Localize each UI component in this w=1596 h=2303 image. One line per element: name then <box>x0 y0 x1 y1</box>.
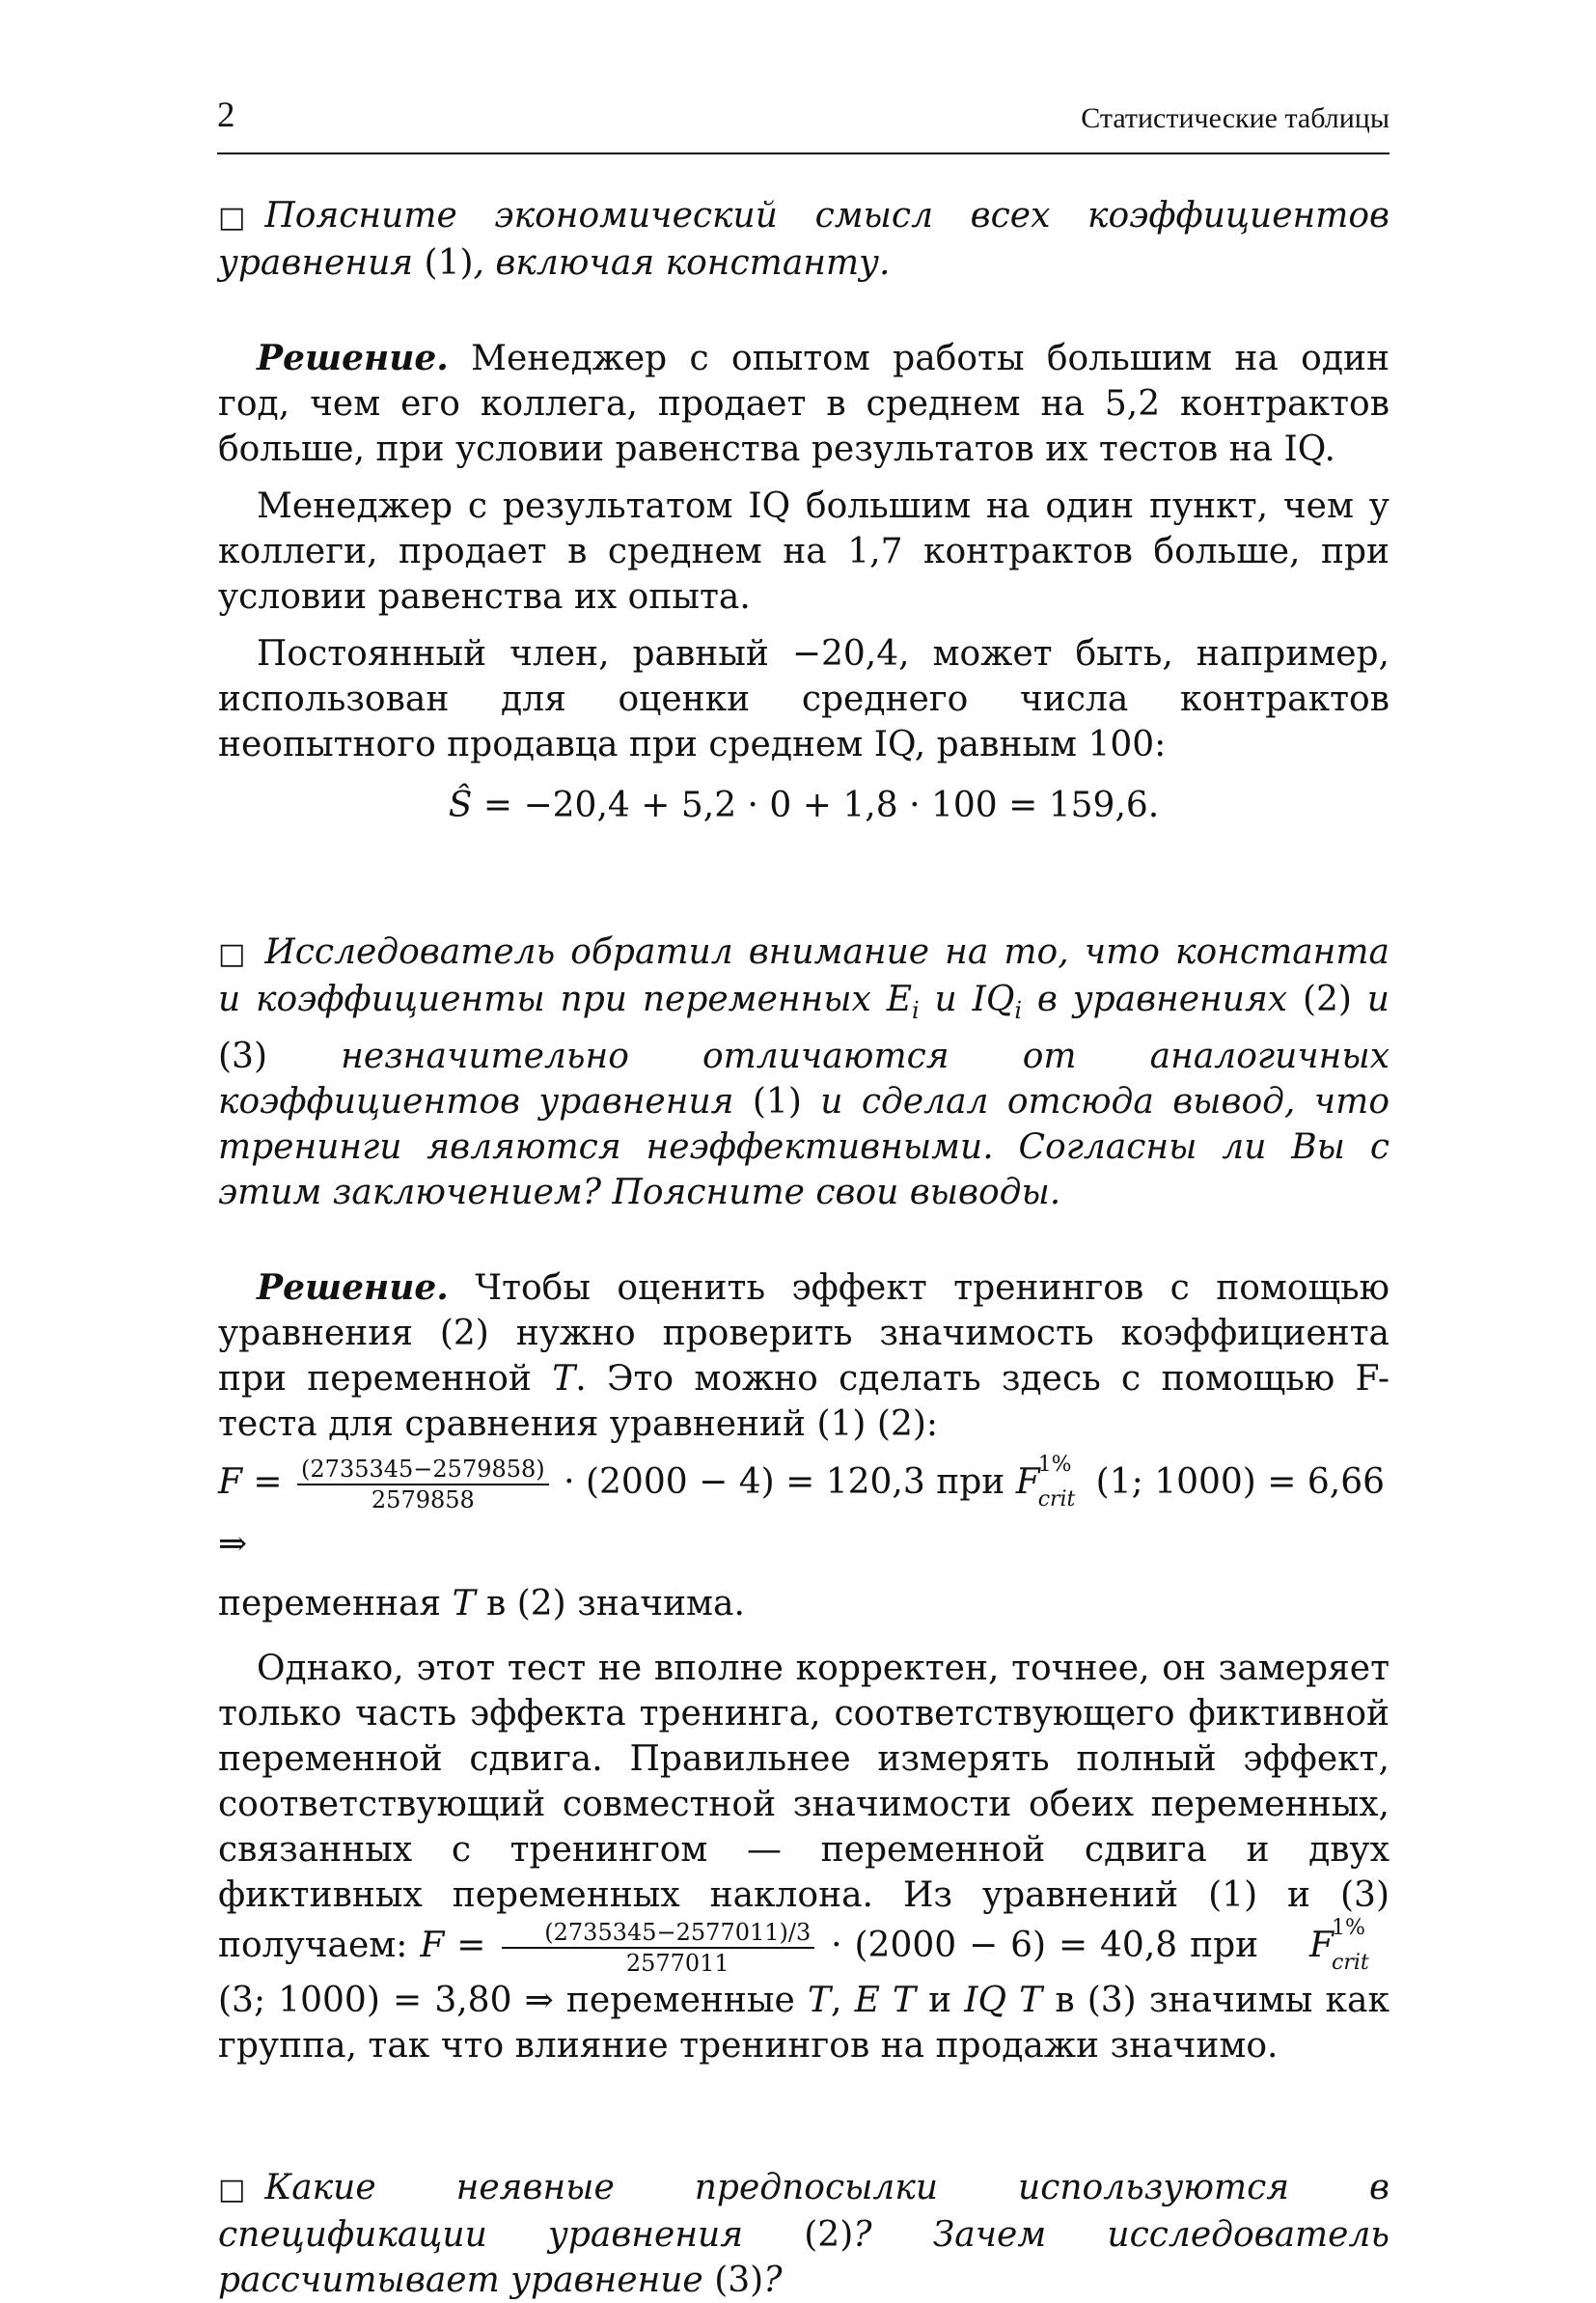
f-critical <box>1271 1916 1390 1976</box>
equation-ref: (1) <box>752 1082 802 1123</box>
formula-f-test-1 <box>218 1453 1390 1634</box>
fraction-denominator: 2579858 <box>371 1486 475 1514</box>
solution-label: Решение. <box>257 1267 449 1309</box>
answer-1-paragraph-3: Постоянный член, равный −20,4, может быть, например, использован для оценки среднего числа контрактов неопытного продавца при среднем IQ, равным 100: <box>218 634 1390 764</box>
checkbox-square-icon: □ <box>218 201 246 235</box>
answer-2-text: Однако, этот тест не вполне корректен, точнее, он замеряет только часть эффекта тренинга, соответствующего фиктивной переменной сдвига. Правильнее измерять полный эффект, соответствующий совместной значимости обеих переменных, связанных с тренингом — переменной сдвига и двух фиктивных переменных наклона. Из уравнений (1) и (3) получаем: <box>218 1649 1390 1966</box>
page-header <box>217 93 1390 154</box>
separator: , <box>830 1981 855 2021</box>
var-t: T <box>552 1359 576 1400</box>
fraction <box>297 1455 549 1514</box>
var-e-sub: i <box>912 997 920 1025</box>
formula-tail: (1; 1000) = 6,66 ⇒ <box>218 1462 1386 1565</box>
var-e: E <box>886 980 913 1019</box>
answer-2-text: переменные <box>565 1981 808 2021</box>
question-2-text: Исследователь обратил внимание на то, что константа и коэффициенты при переменных <box>218 932 1390 1019</box>
f-critical-sup: 1% <box>1332 1916 1365 1941</box>
question-3 <box>218 2165 1390 2303</box>
formula-f-lhs: F = <box>218 1462 283 1503</box>
f-critical-symbol: F <box>1309 1926 1334 1966</box>
question-2-text: в уравнениях <box>1022 980 1303 1019</box>
formula-s-hat-lhs: Ŝ <box>448 786 473 825</box>
equation-ref: (2) <box>804 2215 854 2256</box>
equation-ref: (1) <box>424 243 474 283</box>
page-number: 2 <box>217 96 235 135</box>
formula-middle: · (2000 − 4) = 120,3 при <box>552 1462 1016 1503</box>
formula-f-lhs: F = <box>420 1926 486 1966</box>
fraction-numerator: (2735345−2579858) <box>297 1455 549 1485</box>
question-1-text-b: , включая константу. <box>473 243 891 283</box>
equation-ref: (3) <box>714 2261 764 2301</box>
equation-ref: (3) <box>218 1037 267 1077</box>
answer-2-paragraph-2 <box>218 1646 1390 2068</box>
question-2-text: и <box>1351 980 1390 1019</box>
var-iq: IQ <box>972 980 1015 1019</box>
f-critical-sub: crit <box>1037 1487 1076 1512</box>
formula-after-text: переменная <box>218 1584 453 1624</box>
fraction <box>502 1918 814 1978</box>
fraction-denominator: 2577011 <box>625 1950 729 1978</box>
var-t: T <box>807 1981 831 2021</box>
answer-2-text: в (3) значимы как группа, так что влияние тренингов на продажи значимо. <box>218 1981 1390 2067</box>
formula-s-hat-rhs: = −20,4 + 5,2 · 0 + 1,8 · 100 = 159,6. <box>472 786 1160 825</box>
var-iqt: IQ T <box>964 1981 1043 2021</box>
f-critical-symbol: F <box>1015 1462 1040 1503</box>
var-iq-sub: i <box>1014 997 1023 1025</box>
checkbox-square-icon: □ <box>218 937 246 971</box>
formula-tail: (3; 1000) = 3,80 ⇒ <box>218 1981 554 2021</box>
formula-after-text: в (2) значима. <box>475 1584 745 1624</box>
answer-1-paragraph-2: Менеджер с результатом IQ большим на один пункт, чем у коллеги, продает в среднем на 1,7 контрактов больше, при условии равенства их опыта. <box>218 486 1390 617</box>
question-1-text-a: Поясните экономический смысл всех коэффициентов уравнения <box>218 196 1390 283</box>
question-3-text: Какие неявные предпосылки используются в спецификации уравнения <box>218 2168 1390 2256</box>
formula-middle: · (2000 − 6) = 40,8 при <box>818 1926 1272 1966</box>
formula-after <box>218 1584 745 1623</box>
question-2 <box>218 930 1390 1215</box>
answer-2-text: Чтобы оценить эффект тренингов с помощью уравнения (2) нужно проверить значимость коэффициента при переменной <box>218 1268 1390 1400</box>
var-et: E T <box>854 1981 917 2021</box>
answer-2-paragraph-1 <box>218 1265 1390 1447</box>
question-3-text: ? Зачем исследователь рассчитывает уравнение <box>218 2215 1390 2301</box>
question-3-text: ? <box>763 2261 783 2301</box>
answer-1-paragraph-1 <box>218 336 1390 472</box>
checkbox-square-icon: □ <box>218 2173 246 2207</box>
page-body <box>218 193 1390 2303</box>
question-2-text: и сделал отсюда вывод, что тренинги являются неэффективными. Согласны ли Вы с этим заключением? Поясните свои выводы. <box>218 1082 1390 1213</box>
f-critical-sup: 1% <box>1037 1453 1072 1478</box>
solution-label: Решение. <box>257 338 449 378</box>
question-2-text: незначительно отличаются от аналогичных коэффициентов уравнения <box>218 1037 1390 1123</box>
answer-1-text-1: Менеджер с опытом работы большим на один год, чем его коллега, продает в среднем на 5,2 контрактов больше, при условии равенства результатов их тестов на IQ. <box>218 339 1390 469</box>
equation-ref: (2) <box>1302 980 1352 1019</box>
formula-s-hat <box>218 777 1390 835</box>
question-2-text: и <box>919 980 973 1019</box>
var-t: T <box>452 1584 476 1624</box>
fraction-numerator: (2735345−2577011)/3 <box>502 1918 814 1949</box>
f-critical <box>1016 1453 1096 1512</box>
answer-2-text: . Это можно сделать здесь с помощью F-теста для сравнения уравнений (1) (2): <box>218 1359 1390 1445</box>
f-critical-sub: crit <box>1332 1951 1369 1976</box>
running-title: Статистические таблицы <box>1081 102 1390 134</box>
conjunction: и <box>916 1981 965 2021</box>
question-1 <box>218 193 1390 286</box>
